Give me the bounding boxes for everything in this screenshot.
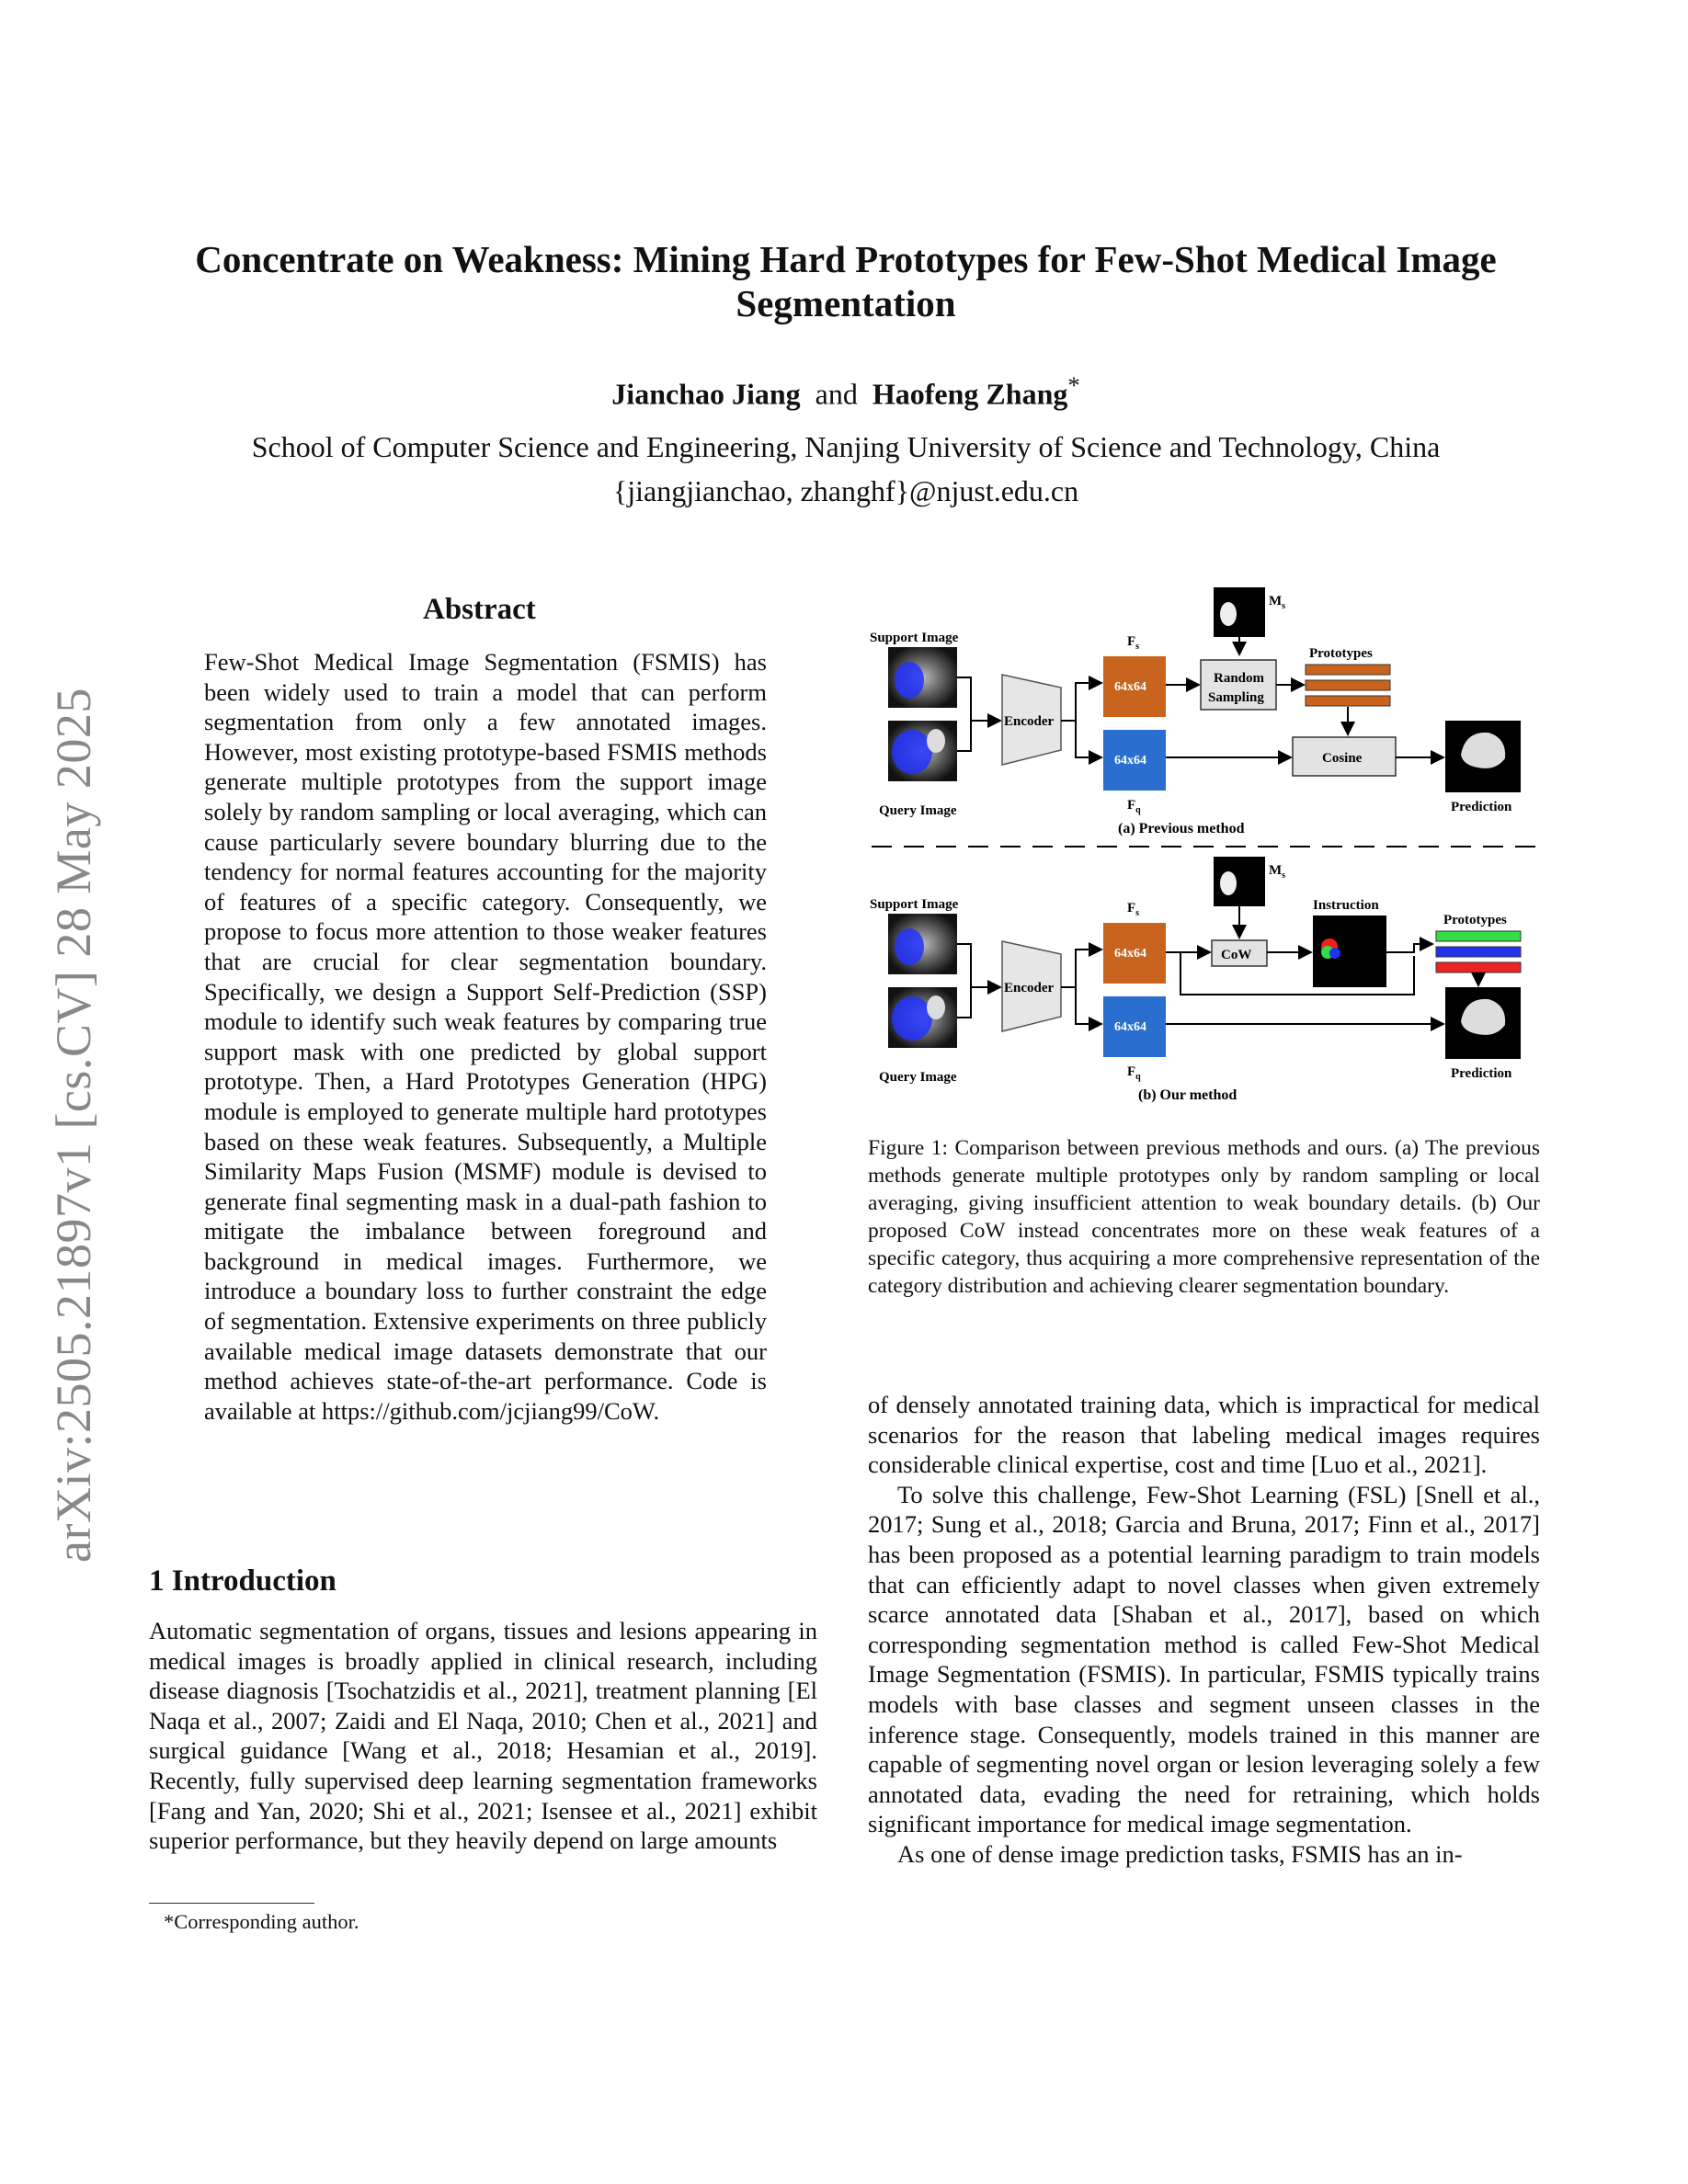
author-conjunction: and <box>815 377 858 411</box>
prototype-bar-green <box>1436 931 1521 941</box>
support-image-label-b: Support Image <box>870 897 959 912</box>
abstract-heading: Abstract <box>423 593 536 626</box>
random-sampling-label-1: Random <box>1214 671 1265 686</box>
footnote-rule <box>149 1903 314 1904</box>
support-mask-overlay-b <box>895 928 924 965</box>
query-organ-b <box>927 995 945 1019</box>
support-feature-size-a: 64x64 <box>1114 680 1146 694</box>
prototypes-label-a: Prototypes <box>1309 646 1373 661</box>
intro-paragraph-right-2: To solve this challenge, Few-Shot Learning (FSL) [Snell et al., 2017; Sung et al., 2018; Garcia and Bruna, 2017; Finn et al., 2017] has been proposed as a potential learning paradigm to train models that can efficiently adapt to novel classes when given extremely scarce annotated data [Shaban et al., 2017], based on which corresponding segmentation method is called Few-Shot Medical Image Segmentation (FSMIS). In particular, FSMIS typically trains models with base classes and segment unseen classes in the inference stage. Consequently, models trained in this manner are capable of segmenting novel organ or lesion leveraging solely a few annotated data, evading the need for retraining, which holds significant importance for medical image segmentation. <box>868 1480 1540 1838</box>
query-mask-overlay-b <box>892 996 932 1041</box>
section-heading-introduction: 1 Introduction <box>149 1564 336 1598</box>
intro-paragraph-right-3: As one of dense image prediction tasks, FSMIS has an in- <box>897 1839 1463 1868</box>
prediction-label-b: Prediction <box>1451 1066 1512 1081</box>
support-image-label-a: Support Image <box>870 631 959 645</box>
encoder-label-b: Encoder <box>1004 981 1055 995</box>
ms-label-b: $M_s$ <box>1269 863 1286 881</box>
author-email: {jiangjianchao, zhanghf}@njust.edu.cn <box>612 474 1079 507</box>
figure-1-diagram <box>868 585 1540 1118</box>
intro-paragraph-left: Automatic segmentation of organs, tissues and lesions appearing in medical images is broadly applied in clinical research, including disease diagnosis [Tsochatzidis et al., 2021], treatment planning [El Naqa et al., 2007; Zaidi and El Naqa, 2010; Chen et al., 2021] and surgical guidance [Wang et al., 2018; Hesamian et al., 2019]. Recently, fully supervised deep learning segmentation frameworks [Fang and Yan, 2020; Shi et al., 2021; Isensee et al., 2021] exhibit superior performance, but they heavily depend on large amounts <box>149 1617 817 1855</box>
connector-support-a <box>957 677 971 721</box>
random-sampling-label-2: Sampling <box>1208 690 1264 705</box>
author-2: Haofeng Zhang <box>872 377 1068 411</box>
intro-right-column <box>868 1390 1540 1870</box>
query-organ-a <box>927 729 945 753</box>
affiliation-block <box>138 425 1554 513</box>
instruction-blue-region <box>1329 948 1340 959</box>
intro-paragraph-right-1: of densely annotated training data, which is impractical for medical scenarios for the reason that labeling medical images requires considerable clinical expertise, cost and time [Luo et al., 2021]. <box>868 1391 1540 1479</box>
arxiv-identifier: arXiv:2505.21897v1 [cs.CV] 28 May 2025 <box>46 688 101 1563</box>
query-image-label-b: Query Image <box>879 1070 957 1085</box>
paper-title: Concentrate on Weakness: Mining Hard Prototypes for Few-Shot Medical Image Segmentation <box>195 238 1497 324</box>
affiliation: School of Computer Science and Engineering, Nanjing University of Science and Technology, China <box>251 430 1441 463</box>
prototypes-label-b: Prototypes <box>1443 913 1507 927</box>
query-mask-overlay-a <box>892 730 932 774</box>
abstract-text: Few-Shot Medical Image Segmentation (FSMIS) has been widely used to train a model that can perform segmentation from only a few annotated images. However, most existing prototype-based FSMIS methods generate multiple prototypes from the support image solely by random sampling or local averaging, which can cause particularly severe boundary blurring due to the tendency for normal features accounting for the majority of features of a specific category. Consequently, we propose to focus more attention to those weaker features that are crucial for clear segmentation boundary. Specifically, we design a Support Self-Prediction (SSP) module to identify such weak features by comparing true support mask with one predicted by global support prototype. Then, a Hard Prototypes Generation (HPG) module is employed to generate multiple hard prototypes based on these weak features. Subsequently, a Multiple Similarity Maps Fusion (MSMF) module is devised to generate final segmenting mask in a dual-path fashion to mitigate the imbalance between foreground and background in medical images. Furthermore, we introduce a boundary loss to further constraint the edge of segmentation. Extensive experiments on three publicly available medical image datasets demonstrate that our method achieves state-of-the-art performance. Code is available at https://github.com/jcjiang99/CoW. <box>204 648 767 1425</box>
author-1: Jianchao Jiang <box>611 377 801 411</box>
fq-label-a: $F_q$ <box>1127 798 1141 815</box>
fs-label-a: $F_s$ <box>1127 634 1140 652</box>
connector-instruction-to-prototypes <box>1386 944 1432 952</box>
corresponding-mark: * <box>1067 371 1080 399</box>
cow-label: CoW <box>1221 948 1252 962</box>
prototype-bar-red <box>1436 962 1521 973</box>
connector-support-b <box>957 944 971 987</box>
figure-1 <box>868 585 1540 1118</box>
instruction-label: Instruction <box>1313 898 1379 913</box>
prototype-bar-a3 <box>1306 696 1390 706</box>
support-mask-shape-b <box>1220 871 1237 895</box>
support-mask-overlay-a <box>895 662 924 699</box>
connector-encoder-b <box>1061 950 1087 1024</box>
prediction-label-a: Prediction <box>1451 800 1512 814</box>
fq-label-b: $F_q$ <box>1127 1064 1141 1082</box>
panel-a-label: (a) Previous method <box>1118 821 1245 836</box>
support-feature-size-b: 64x64 <box>1114 947 1146 961</box>
figure-caption: Figure 1: Comparison between previous methods and ours. (a) The previous methods generate multiple prototypes only by random sampling or local averaging, giving insufficient attention to weak boundary details. (b) Our proposed CoW instead concentrates more on these weak features of a specific category, thus acquiring a more comprehensive representation of the category distribution and achieving clearer segmentation boundary. <box>868 1136 1540 1298</box>
cosine-label: Cosine <box>1322 751 1363 766</box>
prototype-bar-a1 <box>1306 665 1390 675</box>
support-mask-shape-a <box>1220 602 1237 626</box>
fs-label-b: $F_s$ <box>1127 901 1140 918</box>
query-feature-size-a: 64x64 <box>1114 754 1146 768</box>
author-line <box>138 371 1554 412</box>
panel-b-label: (b) Our method <box>1138 1087 1237 1103</box>
prototype-bar-blue <box>1436 947 1521 957</box>
connector-query-a <box>957 721 1000 751</box>
query-feature-size-b: 64x64 <box>1114 1020 1146 1034</box>
ms-label-a: $M_s$ <box>1269 594 1286 611</box>
encoder-label-a: Encoder <box>1004 714 1055 729</box>
query-image-label-a: Query Image <box>879 803 957 818</box>
prototype-bar-a2 <box>1306 680 1390 690</box>
connector-encoder-a <box>1061 683 1100 757</box>
footnote: *Corresponding author. <box>164 1910 359 1933</box>
connector-query-b <box>957 987 1000 1018</box>
